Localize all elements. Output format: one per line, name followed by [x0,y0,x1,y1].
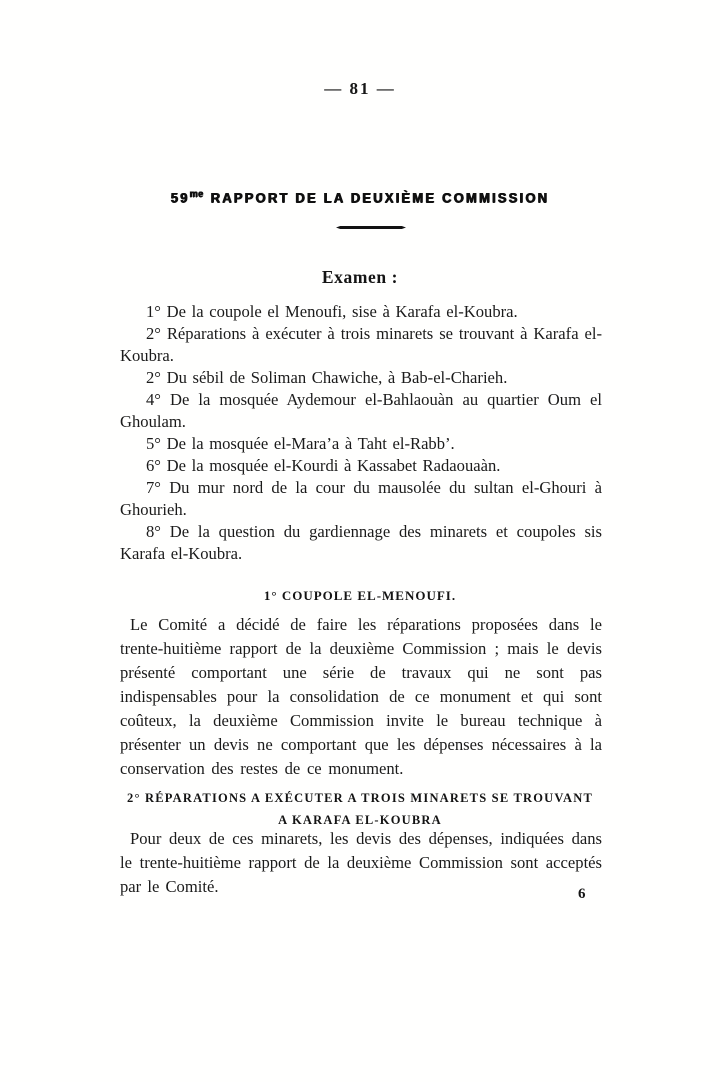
section-heading-coupole-el-menoufi: 1° COUPOLE EL-MENOUFI. [263,588,457,603]
signature-number: 6 [578,886,586,902]
examen-item: 1° De la coupole el Menoufi, sise à Karafa el-Koubra. [146,302,518,321]
examen-item: 5° De la mosquée el-Mara’a à Taht el-Rabb’. [146,434,455,453]
section-heading-line1: 2° RÉPARATIONS A EXÉCUTER A TROIS MINARETS SE TROUVANT [127,791,593,805]
examen-item: 7° Du mur nord de la cour du mausolée du sultan el-Ghouri à Ghourieh. [120,478,602,519]
section-body-reparations-minarets: Pour deux de ces minarets, les devis des dépenses, indiquées dans le trente-huitième rapport de la deuxième Commission sont acceptés par le Comité. [120,829,602,896]
page-number-header: — 81 — [324,79,396,98]
section-heading-line2: A KARAFA EL-KOUBRA [278,813,442,827]
examen-item: 2° Du sébil de Soliman Chawiche, à Bab-el-Charieh. [146,368,508,387]
report-number: 59 [170,189,190,206]
examen-item: 8° De la question du gardiennage des minarets et coupoles sis Karafa el-Koubra. [120,522,602,563]
report-title-text: RAPPORT DE LA DEUXIÈME COMMISSION [210,189,550,206]
divider-rule [336,226,406,229]
examen-item: 4° De la mosquée Aydemour el-Bahlaouàn au quartier Oum el Ghoulam. [120,390,602,431]
report-ordinal-suffix: me [189,188,204,200]
section-body-coupole-el-menoufi: Le Comité a décidé de faire les réparations proposées dans le trente-huitième rapport de la deuxième Commission ; mais le devis présenté comportant une série de travaux qui ne sont pas indispensables pour la consolidation de ce monument et qui sont coûteux, la deuxième Commission invite le bureau technique à présenter un devis ne comportant que les dépenses nécessaires à la conservation des restes de ce monument. [120,615,602,778]
section-heading-reparations-minarets [0,787,720,831]
examen-heading: Examen : [321,267,399,287]
examen-item: 6° De la mosquée el-Kourdi à Kassabet Radaouaàn. [146,456,501,475]
examen-item: 2° Réparations à exécuter à trois minarets se trouvant à Karafa el-Koubra. [120,324,602,365]
examen-list [120,301,602,565]
report-title [0,188,720,206]
